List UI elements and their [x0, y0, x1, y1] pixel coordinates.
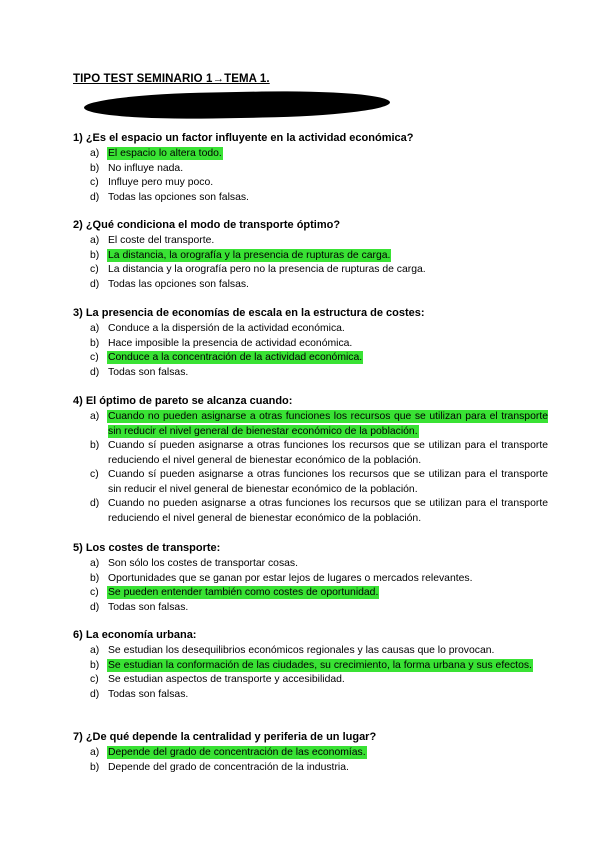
option-letter: c): [90, 674, 99, 685]
option-text: Todas son falsas.: [108, 688, 189, 700]
option-letter: a): [90, 411, 100, 422]
redaction-mark: [84, 89, 390, 120]
option-text: La distancia, la orografía y la presencia de rupturas de carga.: [108, 249, 391, 261]
option-text: Todas son falsas.: [108, 366, 189, 378]
question-text: 4) El óptimo de pareto se alcanza cuando:: [73, 395, 293, 407]
question-text: 3) La presencia de economías de escala en la estructura de costes:: [73, 307, 425, 319]
option-letter: a): [90, 235, 100, 246]
option-letter: c): [90, 264, 99, 275]
option-letter: d): [90, 601, 100, 613]
option-letter: b): [90, 162, 100, 174]
answer-option: [73, 176, 548, 191]
option-letter: d): [90, 278, 100, 290]
question-text: 5) Los costes de transporte:: [73, 542, 221, 554]
answer-option: [73, 322, 548, 337]
option-text: Cuando no pueden asignarse a otras funciones los recursos que se utilizan para el transporte sin reducir el nivel general de bienestar económico de la población.: [108, 411, 548, 437]
option-letter: b): [90, 761, 100, 773]
option-text: La distancia y la orografía pero no la presencia de rupturas de carga.: [108, 264, 426, 275]
option-text: Se estudian la conformación de las ciudades, su crecimiento, la forma urbana y sus efectos.: [108, 659, 532, 671]
option-letter: d): [90, 366, 100, 378]
option-text: Cuando sí pueden asignarse a otras funciones los recursos que se utilizan para el transporte sin reducir el nivel general de bienestar económico de la población.: [108, 469, 548, 495]
option-letter: c): [90, 177, 99, 188]
option-text: Hace imposible la presencia de actividad económica.: [108, 337, 353, 349]
answer-option-correct: [73, 351, 548, 366]
answer-option-correct: [73, 147, 548, 162]
option-letter: b): [90, 249, 100, 261]
option-letter: c): [90, 587, 99, 598]
question-3: [73, 306, 533, 380]
question-text: 2) ¿Qué condiciona el modo de transporte óptimo?: [73, 219, 341, 231]
answer-option: [73, 234, 548, 249]
option-letter: b): [90, 659, 100, 671]
option-letter: d): [90, 191, 100, 203]
option-text: Oportunidades que se ganan por estar lejos de lugares o mercados relevantes.: [108, 572, 473, 584]
answer-option-correct: [73, 659, 548, 674]
answer-option: [73, 278, 548, 293]
answer-option: [73, 439, 548, 468]
option-text: Cuando sí pueden asignarse a otras funciones los recursos que se utilizan para el transporte reduciendo el nivel general de bienestar económico de la población.: [108, 440, 548, 466]
option-text: Todas las opciones son falsas.: [108, 278, 249, 290]
option-text: No influye nada.: [108, 162, 184, 174]
answer-option-correct: [73, 586, 548, 601]
option-text: Cuando no pueden asignarse a otras funciones los recursos que se utilizan para el transporte reduciendo el nivel general de bienestar económico de la población.: [108, 498, 548, 524]
answer-option: [73, 337, 548, 352]
answer-option: [73, 162, 548, 177]
option-letter: a): [90, 323, 100, 334]
document-title: TIPO TEST SEMINARIO 1→TEMA 1.: [73, 73, 270, 85]
answer-option: [73, 497, 548, 526]
answer-option: [73, 644, 548, 659]
answer-option: [73, 366, 548, 381]
option-text: Se estudian los desequilibrios económicos regionales y las causas que lo provocan.: [108, 645, 495, 656]
option-text: Conduce a la dispersión de la actividad económica.: [108, 323, 345, 334]
option-text: Todas las opciones son falsas.: [108, 191, 249, 203]
question-6: [73, 628, 533, 702]
answer-option-correct: [73, 249, 548, 264]
question-1: [73, 131, 533, 205]
question-text: 6) La economía urbana:: [73, 629, 197, 641]
option-letter: b): [90, 337, 100, 349]
option-text: Se estudian aspectos de transporte y accesibilidad.: [108, 674, 345, 685]
option-letter: b): [90, 440, 100, 451]
option-letter: d): [90, 688, 100, 700]
answer-option: [73, 688, 548, 703]
option-text: El espacio lo altera todo.: [108, 148, 222, 159]
question-2: [73, 218, 533, 292]
question-7: [73, 730, 533, 775]
answer-option: [73, 557, 548, 572]
answer-option-correct: [73, 410, 548, 439]
answer-option: [73, 761, 548, 776]
option-text: Influye pero muy poco.: [108, 177, 214, 188]
option-text: Conduce a la concentración de la actividad económica.: [108, 352, 363, 363]
option-letter: b): [90, 572, 100, 584]
option-letter: d): [90, 498, 100, 509]
option-text: Depende del grado de concentración de las economías.: [108, 747, 366, 758]
option-text: Se pueden entender también como costes de oportunidad.: [108, 587, 379, 598]
option-text: El coste del transporte.: [108, 235, 215, 246]
option-text: Depende del grado de concentración de la industria.: [108, 761, 349, 773]
answer-option: [73, 601, 548, 616]
option-text: Son sólo los costes de transportar cosas.: [108, 558, 299, 569]
option-letter: c): [90, 352, 99, 363]
answer-option: [73, 468, 548, 497]
option-letter: a): [90, 148, 100, 159]
question-4: [73, 394, 548, 526]
answer-option-correct: [73, 746, 548, 761]
option-letter: a): [90, 645, 100, 656]
answer-option: [73, 263, 548, 278]
question-text: 7) ¿De qué depende la centralidad y periferia de un lugar?: [73, 731, 377, 743]
option-letter: c): [90, 469, 99, 480]
answer-option: [73, 572, 548, 587]
option-text: Todas son falsas.: [108, 601, 189, 613]
question-5: [73, 541, 533, 615]
answer-option: [73, 673, 548, 688]
question-text: 1) ¿Es el espacio un factor influyente en la actividad económica?: [73, 132, 414, 144]
option-letter: a): [90, 747, 100, 758]
answer-option: [73, 191, 548, 206]
option-letter: a): [90, 558, 100, 569]
